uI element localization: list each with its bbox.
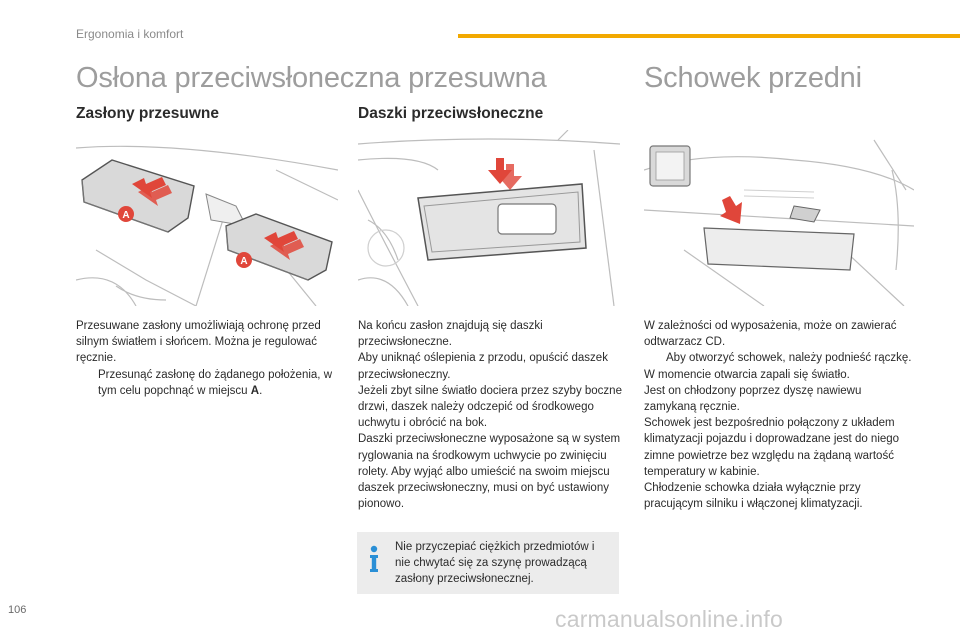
label-a-2: A	[240, 256, 248, 267]
sun-visor-illustration	[358, 130, 620, 306]
bullet-mark	[76, 367, 98, 399]
glovebox-illustration	[644, 130, 914, 306]
info-note-text: Nie przyczepiać ciężkich przedmiotów i nie chwytać się za szynę prowadzącą zasłony przeciwsłonecznej.	[395, 541, 595, 586]
sliding-blinds-illustration	[76, 130, 338, 306]
page-number: 106	[8, 604, 27, 616]
label-a-1: A	[122, 210, 130, 221]
accent-bar	[458, 34, 960, 38]
sliding-blinds-drawing	[76, 130, 338, 306]
glovebox-text	[644, 318, 914, 512]
sliding-blinds-intro: Przesuwane zasłony umożliwiają ochronę przed silnym światłem i słońcem. Można je regulować ręcznie.	[76, 320, 321, 365]
subtitle-sliding-blinds: Zasłony przesuwne	[76, 105, 219, 122]
info-icon	[367, 544, 381, 574]
sliding-blinds-step-text: Przesunąć zasłonę do żądanego położenia, w tym celu popchnąć w miejscu A.	[98, 368, 332, 397]
bullet-mark	[644, 350, 666, 366]
glovebox-details: W momencie otwarcia zapali się światło. Jest on chłodzony poprzez dyszę nawiewu zamykaną ręcznie. Schowek jest bezpośrednio połączony z układem klimatyzacji pojazdu i doprowadzane jest do niego zimne powietrze bez względu na żądaną wartość temperatury w kabinie. Chłodzenie schowka działa wyłącznie przy pracującym silniku i włączonej klimatyzacji.	[644, 368, 900, 511]
glovebox-intro: W zależności od wyposażenia, może on zawierać odtwarzacz CD.	[644, 320, 897, 349]
info-note	[357, 532, 619, 594]
sliding-blinds-text	[76, 318, 338, 399]
page-title-sun-blind: Osłona przeciwsłoneczna przesuwna	[76, 62, 547, 94]
section-label: Ergonomia i komfort	[76, 27, 184, 41]
glovebox-drawing	[644, 130, 914, 306]
sun-visor-drawing	[358, 130, 620, 306]
glovebox-step	[644, 350, 914, 366]
sun-visors-text	[358, 318, 624, 512]
sun-visors-paragraph: Na końcu zasłon znajdują się daszki przeciwsłoneczne. Aby uniknąć oślepienia z przodu, opuścić daszek przeciwsłoneczny. Jeżeli zbyt silne światło dociera przez szyby boczne drzwi, daszek należy odczepić od środkowego uchwytu i obrócić na bok. Daszki przeciwsłoneczne wyposażone są w system ryglowania na środkowym uchwycie po zwinięciu rolety. Aby wyjąć albo umieścić na swoim miejscu daszek przeciwsłoneczny, musi on być ustawiony pionowo.	[358, 320, 622, 511]
glovebox-step-text: Aby otworzyć schowek, należy podnieść rączkę.	[666, 352, 912, 365]
sliding-blinds-step	[76, 367, 338, 399]
page-title-glovebox: Schowek przedni	[644, 62, 862, 94]
watermark: carmanualsonline.info	[555, 606, 783, 632]
ref-a: A	[250, 384, 260, 397]
subtitle-sun-visors: Daszki przeciwsłoneczne	[358, 105, 544, 122]
